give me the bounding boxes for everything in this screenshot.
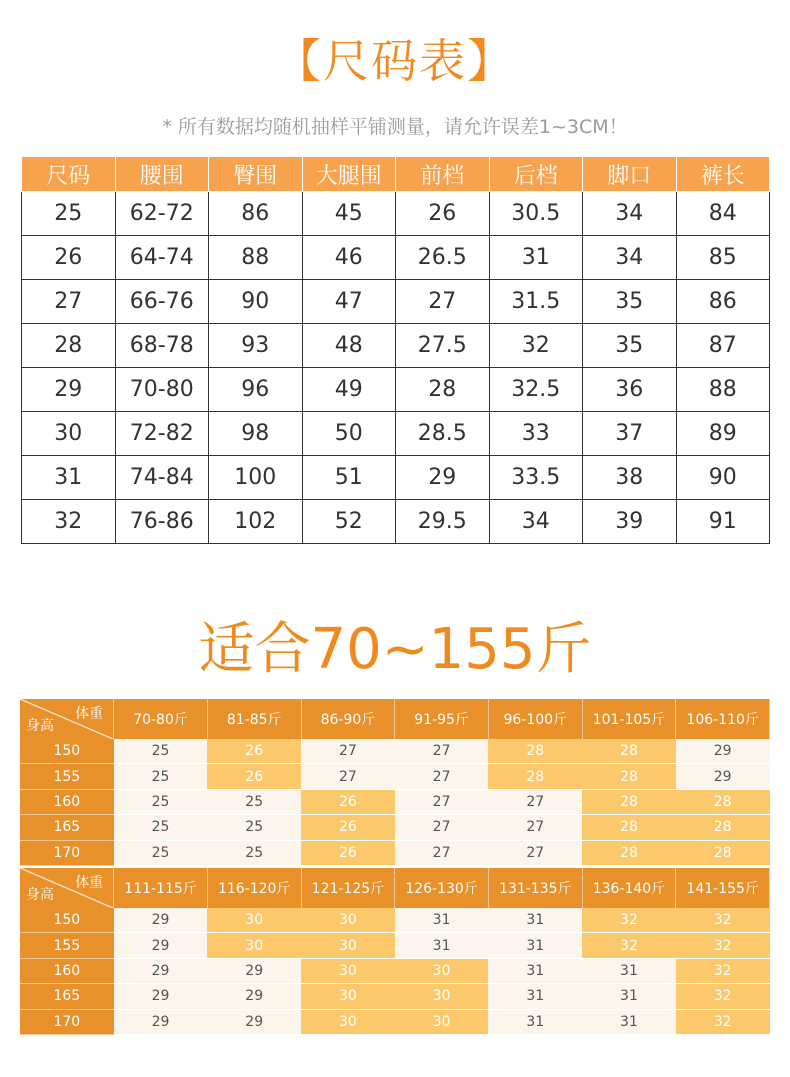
recommended-size-cell: 25	[114, 764, 208, 789]
recommended-size-cell: 31	[488, 984, 582, 1009]
size-table-cell: 27	[396, 280, 490, 324]
size-table-cell: 90	[209, 280, 303, 324]
recommended-size-cell: 27	[488, 789, 582, 814]
weight-range-header: 121-125斤	[301, 868, 395, 908]
size-table-cell: 30	[22, 412, 116, 456]
recommended-size-cell: 32	[676, 908, 770, 933]
size-table-header-cell: 腰围	[115, 157, 209, 192]
fit-table-row	[20, 739, 770, 764]
weight-label: 体重	[75, 706, 104, 722]
recommended-size-cell: 27	[301, 764, 395, 789]
size-table-cell: 50	[302, 412, 396, 456]
size-table-cell: 29	[22, 368, 116, 412]
size-table-row	[22, 412, 770, 456]
recommended-size-cell: 31	[488, 908, 582, 933]
recommended-size-cell: 26	[301, 789, 395, 814]
size-table-header-cell: 裤长	[676, 157, 770, 192]
height-row-label: 165	[20, 815, 114, 840]
size-table-cell: 51	[302, 456, 396, 500]
size-table-cell: 36	[583, 368, 677, 412]
weight-range-header: 86-90斤	[301, 699, 395, 739]
size-table-cell: 52	[302, 500, 396, 544]
recommended-size-cell: 27	[395, 739, 489, 764]
recommended-size-cell: 29	[676, 739, 770, 764]
recommended-size-cell: 27	[301, 739, 395, 764]
weight-range-header: 136-140斤	[582, 868, 676, 908]
weight-range-header: 111-115斤	[114, 868, 208, 908]
recommended-size-cell: 30	[301, 908, 395, 933]
weight-range-header: 106-110斤	[676, 699, 770, 739]
weight-range-header: 101-105斤	[582, 699, 676, 739]
size-table-cell: 32	[22, 500, 116, 544]
height-row-label: 165	[20, 984, 114, 1009]
fit-table-row	[20, 933, 770, 958]
size-table-cell: 27.5	[396, 324, 490, 368]
recommended-size-cell: 28	[582, 789, 676, 814]
recommended-size-cell: 31	[582, 958, 676, 983]
size-table-cell: 38	[583, 456, 677, 500]
weight-range-title: 适合70~155斤	[198, 617, 592, 682]
size-table-cell: 100	[209, 456, 303, 500]
recommended-size-cell: 28	[582, 739, 676, 764]
fit-table-row	[20, 908, 770, 933]
height-row-label: 150	[20, 908, 114, 933]
size-table-cell: 98	[209, 412, 303, 456]
fit-table-light-weights	[20, 699, 770, 866]
fit-table-row	[20, 789, 770, 814]
size-table-header-row	[22, 157, 770, 192]
recommended-size-cell: 29	[114, 933, 208, 958]
recommended-size-cell: 27	[395, 764, 489, 789]
recommended-size-cell: 30	[395, 958, 489, 983]
recommended-size-cell: 28	[488, 739, 582, 764]
fit-table-row	[20, 1009, 770, 1034]
size-table-header-cell: 脚口	[583, 157, 677, 192]
height-row-label: 155	[20, 933, 114, 958]
size-table-cell: 87	[676, 324, 770, 368]
measurement-note: * 所有数据均随机抽样平铺测量，请允许误差1~3CM！	[162, 116, 628, 138]
size-table-body	[22, 192, 770, 544]
size-table-cell: 31	[22, 456, 116, 500]
recommended-size-cell: 30	[301, 1009, 395, 1034]
fit-table-header-row	[20, 868, 770, 908]
size-table-cell: 29.5	[396, 500, 490, 544]
size-table-header-cell: 尺码	[22, 157, 116, 192]
size-table-cell: 28	[22, 324, 116, 368]
size-table-cell: 84	[676, 192, 770, 236]
recommended-size-cell: 30	[395, 1009, 489, 1034]
recommended-size-cell: 28	[582, 815, 676, 840]
recommended-size-cell: 29	[207, 984, 301, 1009]
recommended-size-cell: 30	[301, 958, 395, 983]
recommended-size-cell: 30	[395, 984, 489, 1009]
size-table-cell: 49	[302, 368, 396, 412]
weight-range-header: 70-80斤	[114, 699, 208, 739]
recommended-size-cell: 32	[676, 958, 770, 983]
size-table-header-cell: 臀围	[209, 157, 303, 192]
size-table-cell: 86	[209, 192, 303, 236]
recommended-size-cell: 27	[395, 840, 489, 865]
size-table-header-cell: 前档	[396, 157, 490, 192]
size-table-cell: 62-72	[115, 192, 209, 236]
height-label: 身高	[26, 718, 54, 734]
recommended-size-cell: 31	[582, 984, 676, 1009]
size-table-cell: 28.5	[396, 412, 490, 456]
weight-range-header: 116-120斤	[207, 868, 301, 908]
size-table-cell: 31.5	[489, 280, 583, 324]
size-table-cell: 27	[22, 280, 116, 324]
size-table-cell: 32	[489, 324, 583, 368]
fit-table-body	[20, 908, 770, 1034]
size-table-cell: 33	[489, 412, 583, 456]
weight-height-corner-header	[20, 699, 114, 739]
size-table-cell: 64-74	[115, 236, 209, 280]
weight-height-corner-header	[20, 868, 114, 908]
size-table-row	[22, 236, 770, 280]
recommended-size-cell: 32	[676, 933, 770, 958]
size-table-cell: 76-86	[115, 500, 209, 544]
recommended-size-cell: 30	[207, 933, 301, 958]
height-row-label: 170	[20, 840, 114, 865]
size-table-cell: 93	[209, 324, 303, 368]
recommended-size-cell: 32	[676, 984, 770, 1009]
recommended-size-cell: 25	[114, 739, 208, 764]
size-table-cell: 26	[396, 192, 490, 236]
size-table-cell: 30.5	[489, 192, 583, 236]
height-row-label: 150	[20, 739, 114, 764]
recommended-size-cell: 30	[301, 984, 395, 1009]
size-table-cell: 74-84	[115, 456, 209, 500]
size-chart-title: 【尺码表】	[275, 34, 515, 88]
recommended-size-cell: 25	[207, 840, 301, 865]
recommended-size-cell: 30	[301, 933, 395, 958]
size-table-cell: 85	[676, 236, 770, 280]
size-table-row	[22, 324, 770, 368]
fit-table-header-row	[20, 699, 770, 739]
recommended-size-cell: 27	[488, 840, 582, 865]
weight-range-header: 141-155斤	[676, 868, 770, 908]
fit-table-row	[20, 764, 770, 789]
recommended-size-cell: 29	[114, 908, 208, 933]
recommended-size-cell: 31	[488, 1009, 582, 1034]
size-table-cell: 88	[209, 236, 303, 280]
recommended-size-cell: 31	[395, 933, 489, 958]
recommended-size-cell: 31	[488, 958, 582, 983]
fit-table-row	[20, 958, 770, 983]
weight-range-header: 131-135斤	[488, 868, 582, 908]
recommended-size-cell: 28	[676, 789, 770, 814]
recommended-size-cell: 31	[488, 933, 582, 958]
size-table-cell: 26.5	[396, 236, 490, 280]
recommended-size-cell: 26	[301, 840, 395, 865]
recommended-size-cell: 29	[114, 958, 208, 983]
weight-range-header: 81-85斤	[207, 699, 301, 739]
size-table-cell: 45	[302, 192, 396, 236]
size-table	[21, 156, 770, 544]
fit-table-row	[20, 815, 770, 840]
size-table-header-cell: 后档	[489, 157, 583, 192]
recommended-size-cell: 25	[207, 789, 301, 814]
recommended-size-cell: 25	[114, 815, 208, 840]
height-row-label: 160	[20, 958, 114, 983]
height-row-label: 170	[20, 1009, 114, 1034]
size-table-cell: 32.5	[489, 368, 583, 412]
weight-range-header: 91-95斤	[395, 699, 489, 739]
recommended-size-cell: 29	[207, 958, 301, 983]
recommended-size-cell: 25	[114, 789, 208, 814]
size-table-row	[22, 368, 770, 412]
size-table-cell: 26	[22, 236, 116, 280]
weight-label: 体重	[75, 875, 104, 891]
size-table-cell: 37	[583, 412, 677, 456]
size-table-cell: 33.5	[489, 456, 583, 500]
recommended-size-cell: 27	[395, 815, 489, 840]
recommended-size-cell: 26	[301, 815, 395, 840]
size-table-cell: 34	[583, 192, 677, 236]
recommended-size-cell: 28	[488, 764, 582, 789]
size-table-header-cell: 大腿围	[302, 157, 396, 192]
height-row-label: 155	[20, 764, 114, 789]
size-table-cell: 96	[209, 368, 303, 412]
size-table-cell: 28	[396, 368, 490, 412]
fit-table-body	[20, 739, 770, 865]
size-table-cell: 89	[676, 412, 770, 456]
recommended-size-cell: 26	[207, 764, 301, 789]
recommended-size-cell: 30	[207, 908, 301, 933]
recommended-size-cell: 28	[582, 764, 676, 789]
size-table-cell: 70-80	[115, 368, 209, 412]
recommended-size-cell: 29	[676, 764, 770, 789]
recommended-size-cell: 32	[676, 1009, 770, 1034]
recommended-size-cell: 29	[207, 1009, 301, 1034]
recommended-size-cell: 29	[114, 984, 208, 1009]
size-table-cell: 29	[396, 456, 490, 500]
recommended-size-cell: 28	[676, 815, 770, 840]
size-table-cell: 35	[583, 280, 677, 324]
fit-table-row	[20, 840, 770, 865]
size-table-cell: 88	[676, 368, 770, 412]
recommended-size-cell: 27	[395, 789, 489, 814]
size-table-cell: 25	[22, 192, 116, 236]
recommended-size-cell: 25	[114, 840, 208, 865]
size-table-row	[22, 192, 770, 236]
recommended-size-cell: 32	[582, 933, 676, 958]
recommended-size-cell: 31	[395, 908, 489, 933]
recommended-size-cell: 29	[114, 1009, 208, 1034]
size-table-cell: 35	[583, 324, 677, 368]
recommended-size-cell: 28	[676, 840, 770, 865]
size-table-row	[22, 456, 770, 500]
size-table-cell: 47	[302, 280, 396, 324]
recommended-size-cell: 31	[582, 1009, 676, 1034]
size-table-cell: 31	[489, 236, 583, 280]
fit-table-row	[20, 984, 770, 1009]
size-table-cell: 68-78	[115, 324, 209, 368]
height-row-label: 160	[20, 789, 114, 814]
size-table-cell: 86	[676, 280, 770, 324]
size-table-cell: 46	[302, 236, 396, 280]
recommended-size-cell: 32	[582, 908, 676, 933]
size-table-cell: 34	[583, 236, 677, 280]
size-table-cell: 91	[676, 500, 770, 544]
size-table-cell: 34	[489, 500, 583, 544]
height-label: 身高	[26, 887, 54, 903]
size-table-cell: 39	[583, 500, 677, 544]
size-table-cell: 48	[302, 324, 396, 368]
recommended-size-cell: 27	[488, 815, 582, 840]
size-table-cell: 90	[676, 456, 770, 500]
size-table-row	[22, 500, 770, 544]
weight-range-header: 96-100斤	[488, 699, 582, 739]
recommended-size-cell: 25	[207, 815, 301, 840]
recommended-size-cell: 28	[582, 840, 676, 865]
size-table-row	[22, 280, 770, 324]
fit-table-heavy-weights	[20, 868, 770, 1035]
size-table-cell: 102	[209, 500, 303, 544]
weight-range-header: 126-130斤	[395, 868, 489, 908]
size-table-cell: 72-82	[115, 412, 209, 456]
size-table-cell: 66-76	[115, 280, 209, 324]
recommended-size-cell: 26	[207, 739, 301, 764]
